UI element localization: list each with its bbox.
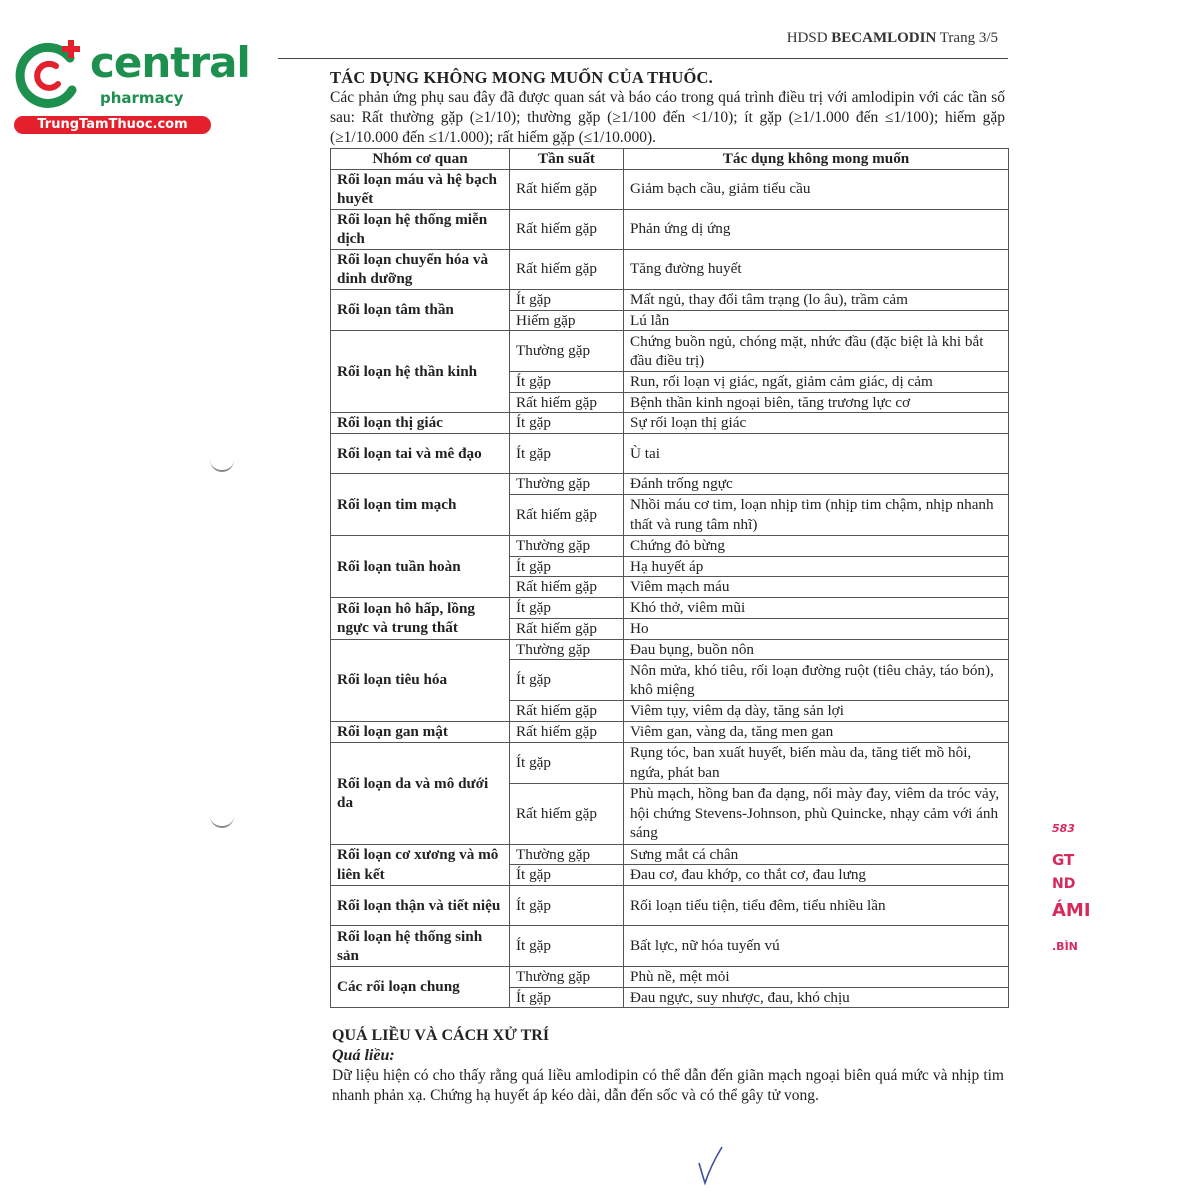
frequency-cell: Rất hiếm gặp: [510, 618, 624, 639]
effect-cell: Viêm mạch máu: [624, 577, 1009, 598]
frequency-cell: Ít gặp: [510, 598, 624, 619]
section-intro: Các phản ứng phụ sau đây đã được quan sát và báo cáo trong quá trình điều trị với amlodipin với các tần số sau: Rất thường gặp (≥1/10); thường gặp (≥1/100 đến <1/10); ít gặp (≥1/1.000 đến ≤1/100); hiếm gặp (≥1/10.000 đến ≤1/1.000); rất hiếm gặp (≤1/10.000).: [330, 89, 1005, 146]
frequency-cell: Rất hiếm gặp: [510, 209, 624, 249]
column-header: Tác dụng không mong muốn: [624, 149, 1009, 170]
frequency-cell: Rất hiếm gặp: [510, 169, 624, 209]
frequency-cell: Thường gặp: [510, 474, 624, 495]
effect-cell: Khó thở, viêm mũi: [624, 598, 1009, 619]
logo-name: central: [90, 38, 250, 87]
organ-group-cell: Rối loạn hô hấp, lồng ngực và trung thất: [331, 598, 510, 640]
effect-cell: Đau cơ, đau khớp, co thắt cơ, đau lưng: [624, 865, 1009, 886]
organ-group-cell: Rối loạn thận và tiết niệu: [331, 886, 510, 926]
organ-group-cell: Rối loạn máu và hệ bạch huyết: [331, 169, 510, 209]
stamp-fragment: ND: [1052, 876, 1076, 892]
table-row: [331, 639, 1009, 660]
binder-hole: [210, 814, 234, 828]
header-page: Trang 3/5: [939, 30, 998, 46]
adverse-effects-table: [330, 148, 1009, 1008]
table-body: [331, 169, 1009, 1008]
frequency-cell: Rất hiếm gặp: [510, 721, 624, 742]
effect-cell: Mất ngủ, thay đổi tâm trạng (lo âu), trầm cảm: [624, 289, 1009, 310]
frequency-cell: Rất hiếm gặp: [510, 494, 624, 535]
stamp-fragment: 583: [1052, 822, 1075, 835]
organ-group-cell: Rối loạn chuyển hóa và dinh dưỡng: [331, 249, 510, 289]
effect-cell: Viêm tụy, viêm dạ dày, tăng sản lợi: [624, 701, 1009, 722]
effect-cell: Nôn mửa, khó tiêu, rối loạn đường ruột (tiêu chảy, táo bón), khô miệng: [624, 660, 1009, 701]
logo-website: TrungTamThuoc.com: [14, 116, 211, 134]
effect-cell: Sưng mắt cá chân: [624, 844, 1009, 865]
frequency-cell: Ít gặp: [510, 660, 624, 701]
frequency-cell: Ít gặp: [510, 926, 624, 967]
effect-cell: Giảm bạch cầu, giảm tiểu cầu: [624, 169, 1009, 209]
effect-cell: Ù tai: [624, 434, 1009, 474]
frequency-cell: Rất hiếm gặp: [510, 249, 624, 289]
frequency-cell: Ít gặp: [510, 556, 624, 577]
effect-cell: Rối loạn tiểu tiện, tiểu đêm, tiểu nhiều lần: [624, 886, 1009, 926]
overdose-title: QUÁ LIỀU VÀ CÁCH XỬ TRÍ: [332, 1027, 550, 1044]
effect-cell: Đau ngực, suy nhược, đau, khó chịu: [624, 987, 1009, 1008]
table-row: [331, 209, 1009, 249]
effect-cell: Lú lẫn: [624, 310, 1009, 331]
logo-mark-icon: [12, 38, 86, 112]
page-header: [787, 30, 998, 47]
central-pharmacy-logo: [10, 36, 250, 141]
organ-group-cell: Rối loạn tâm thần: [331, 289, 510, 331]
logo-subtitle: pharmacy: [100, 89, 184, 107]
table-row: [331, 331, 1009, 372]
organ-group-cell: Rối loạn tuần hoàn: [331, 535, 510, 598]
effect-cell: Rụng tóc, ban xuất huyết, biến màu da, tăng tiết mồ hôi, ngứa, phát ban: [624, 742, 1009, 783]
organ-group-cell: Rối loạn hệ thống miễn dịch: [331, 209, 510, 249]
table-row: [331, 474, 1009, 495]
table-row: [331, 535, 1009, 556]
column-header: Tần suất: [510, 149, 624, 170]
stamp-fragment: .BÌN: [1052, 940, 1078, 953]
frequency-cell: Ít gặp: [510, 742, 624, 783]
table-row: [331, 844, 1009, 865]
organ-group-cell: Rối loạn hệ thống sinh sản: [331, 926, 510, 967]
effect-cell: Ho: [624, 618, 1009, 639]
stamp-fragment: ÁMI: [1052, 900, 1091, 921]
frequency-cell: Hiếm gặp: [510, 310, 624, 331]
table-row: [331, 598, 1009, 619]
organ-group-cell: Rối loạn tiêu hóa: [331, 639, 510, 721]
frequency-cell: Rất hiếm gặp: [510, 577, 624, 598]
effect-cell: Hạ huyết áp: [624, 556, 1009, 577]
frequency-cell: Ít gặp: [510, 413, 624, 434]
table-row: [331, 967, 1009, 988]
effect-cell: Phản ứng dị ứng: [624, 209, 1009, 249]
table-row: [331, 434, 1009, 474]
effect-cell: Chứng buồn ngủ, chóng mặt, nhức đầu (đặc biệt là khi bắt đầu điều trị): [624, 331, 1009, 372]
frequency-cell: Rất hiếm gặp: [510, 392, 624, 413]
table-row: [331, 289, 1009, 310]
organ-group-cell: Các rối loạn chung: [331, 967, 510, 1008]
frequency-cell: Thường gặp: [510, 535, 624, 556]
effect-cell: Phù mạch, hồng ban đa dạng, nổi mày đay, viêm da tróc vảy, hội chứng Stevens-Johnson, phù Quincke, nhạy cảm với ánh sáng: [624, 783, 1009, 844]
frequency-cell: Rất hiếm gặp: [510, 783, 624, 844]
organ-group-cell: Rối loạn gan mật: [331, 721, 510, 742]
organ-group-cell: Rối loạn thị giác: [331, 413, 510, 434]
effect-cell: Bất lực, nữ hóa tuyến vú: [624, 926, 1009, 967]
frequency-cell: Ít gặp: [510, 865, 624, 886]
table-row: [331, 721, 1009, 742]
effect-cell: Đánh trống ngực: [624, 474, 1009, 495]
frequency-cell: Thường gặp: [510, 967, 624, 988]
organ-group-cell: Rối loạn tai và mê đạo: [331, 434, 510, 474]
frequency-cell: Thường gặp: [510, 639, 624, 660]
effect-cell: Run, rối loạn vị giác, ngất, giảm cảm giác, dị cảm: [624, 372, 1009, 393]
effect-cell: Bệnh thần kinh ngoại biên, tăng trương lực cơ: [624, 392, 1009, 413]
table-row: [331, 886, 1009, 926]
table-row: [331, 249, 1009, 289]
frequency-cell: Ít gặp: [510, 886, 624, 926]
frequency-cell: Ít gặp: [510, 372, 624, 393]
header-product: BECAMLODIN: [831, 30, 937, 46]
stamp-fragment: GT: [1052, 851, 1075, 869]
frequency-cell: Ít gặp: [510, 289, 624, 310]
frequency-cell: Rất hiếm gặp: [510, 701, 624, 722]
organ-group-cell: Rối loạn cơ xương và mô liên kết: [331, 844, 510, 886]
organ-group-cell: Rối loạn da và mô dưới da: [331, 742, 510, 844]
organ-group-cell: Rối loạn tim mạch: [331, 474, 510, 536]
overdose-text: Dữ liệu hiện có cho thấy rằng quá liều amlodipin có thể dẫn đến giãn mạch ngoại biên quá mức và nhịp tim nhanh phản xạ. Chứng hạ huyết áp kéo dài, dẫn đến sốc và có thể gây tử vong.: [332, 1067, 1004, 1104]
section-title: TÁC DỤNG KHÔNG MONG MUỐN CỦA THUỐC.: [330, 68, 713, 87]
frequency-cell: Thường gặp: [510, 844, 624, 865]
header-divider: [278, 58, 1008, 59]
effect-cell: Viêm gan, vàng da, tăng men gan: [624, 721, 1009, 742]
frequency-cell: Ít gặp: [510, 434, 624, 474]
table-row: [331, 742, 1009, 783]
binder-hole: [210, 458, 234, 472]
effect-cell: Nhồi máu cơ tim, loạn nhịp tim (nhịp tim chậm, nhịp nhanh thất và rung tâm nhĩ): [624, 494, 1009, 535]
table-row: [331, 169, 1009, 209]
effect-cell: Chứng đỏ bừng: [624, 535, 1009, 556]
column-header: Nhóm cơ quan: [331, 149, 510, 170]
frequency-cell: Ít gặp: [510, 987, 624, 1008]
handwritten-check-icon: [695, 1143, 725, 1188]
table-row: [331, 926, 1009, 967]
effect-cell: Tăng đường huyết: [624, 249, 1009, 289]
effect-cell: Sự rối loạn thị giác: [624, 413, 1009, 434]
table-header-row: [331, 149, 1009, 170]
table-row: [331, 413, 1009, 434]
effect-cell: Phù nề, mệt mỏi: [624, 967, 1009, 988]
frequency-cell: Thường gặp: [510, 331, 624, 372]
header-prefix: HDSD: [786, 30, 828, 46]
effect-cell: Đau bụng, buồn nôn: [624, 639, 1009, 660]
organ-group-cell: Rối loạn hệ thần kinh: [331, 331, 510, 413]
overdose-subtitle: Quá liều:: [332, 1047, 395, 1064]
